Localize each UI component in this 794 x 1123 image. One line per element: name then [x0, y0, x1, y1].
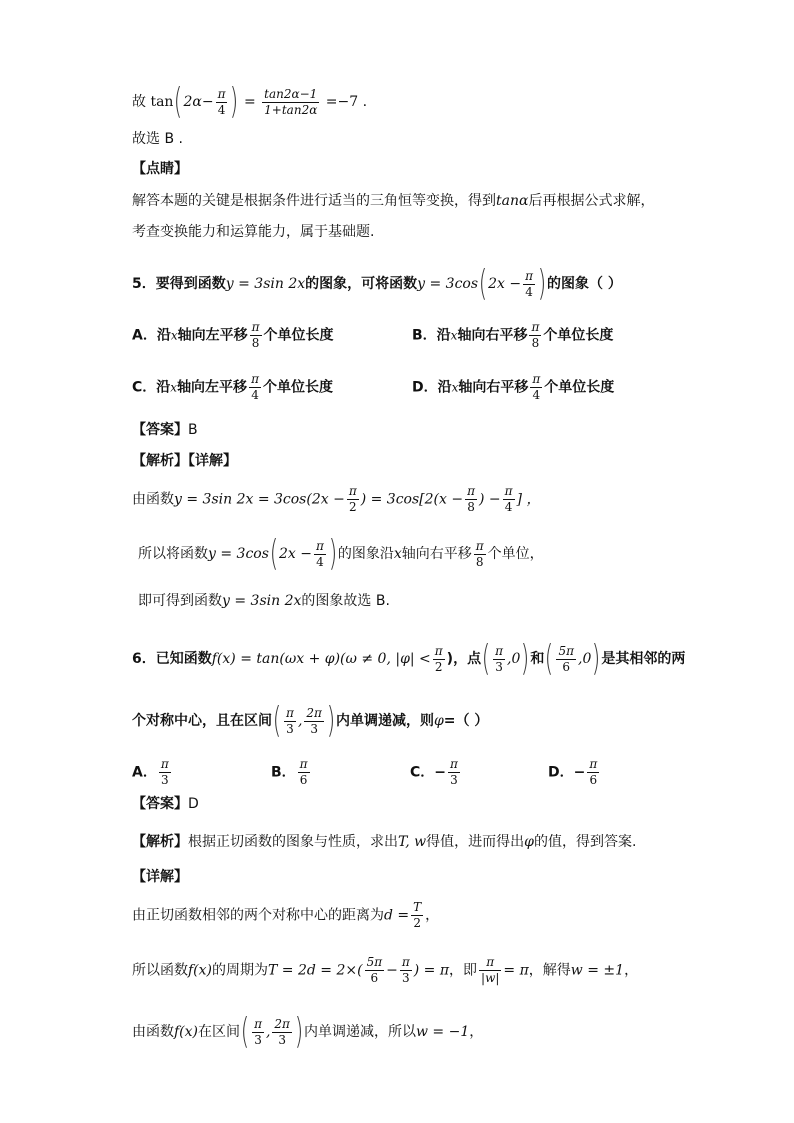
q5-option-c[interactable]: C．沿x轴向左平移 $\frac{\pi}{4}$ 个单位长度 [132, 372, 333, 402]
q5-step-1: 由函数y = 3sin 2x = 3cos(2x − $\frac{\pi}{2}$ ) = 3cos[2(x − $\frac{\pi}{8}$ ) − $\frac{\pi}{4}$ ] ， [132, 484, 541, 514]
q5-step-3: 即可得到函数y = 3sin 2x的图象故选 B. [138, 593, 390, 609]
q5-option-d[interactable]: D．沿x轴向右平移 $\frac{\pi}{4}$ 个单位长度 [412, 372, 615, 402]
q5-option-a[interactable]: A．沿x轴向左平移 $\frac{\pi}{8}$ 个单位长度 [132, 320, 334, 350]
dianjing-tag: 【点睛】 [132, 161, 188, 177]
q6-answer: 【答案】D [132, 796, 199, 812]
q5-step-2: 所以将函数y = 3cos(2x − $\frac{\pi}{4}$ )的图象沿x轴向右平移 $\frac{\pi}{8}$ 个单位， [138, 533, 544, 574]
dianjing-text-1: 解答本题的关键是根据条件进行适当的三角恒等变换，得到tanα后再根据公式求解， [132, 193, 655, 209]
q6-stem-1: 6．已知函数f(x) = tan(ωx + φ)(ω ≠ 0, |φ| < $\frac{\pi}{2}$ )，点( $\frac{\pi}{3}$ ,0)和( $\frac{5\pi}{6}$ ,0)是其相邻的两 [132, 638, 686, 679]
q6-stem-2: 个对称中心，且在区间( $\frac{\pi}{3}$ , $\frac{2\pi}{3}$ )内单调递减，则φ=（ ） [132, 700, 489, 741]
q6-detail-3: 由函数f(x)在区间( $\frac{\pi}{3}$ , $\frac{2\pi}{3}$ )内单调递减，所以w = −1， [132, 1011, 484, 1052]
q6-detail-tag: 【详解】 [132, 869, 188, 885]
q6-option-b[interactable]: B． $\frac{\pi}{6}$ [271, 757, 308, 787]
q6-option-d[interactable]: D．− $\frac{\pi}{6}$ [548, 757, 598, 787]
dianjing-text-2: 考查变换能力和运算能力，属于基础题. [132, 224, 375, 240]
q5-stem: 5．要得到函数y = 3sin 2x的图象，可将函数y = 3cos(2x − $\frac{\pi}{4}$ )的图象（ ） [132, 263, 622, 304]
q6-analysis: 【解析】根据正切函数的图象与性质，求出T, w得值，进而得出φ的值，得到答案. [132, 834, 637, 850]
q5-analysis-tag: 【解析】【详解】 [132, 453, 237, 469]
q5-option-b[interactable]: B．沿x轴向右平移 $\frac{\pi}{8}$ 个单位长度 [412, 320, 614, 350]
q6-detail-2: 所以函数f(x)的周期为T = 2d = 2×( $\frac{5\pi}{6}$ − $\frac{\pi}{3}$ ) = π，即 $\frac{\pi}{|w|}$ = π，解得w = ±1， [132, 955, 639, 985]
q5-answer: 【答案】B [132, 422, 198, 438]
q6-option-c[interactable]: C．− $\frac{\pi}{3}$ [410, 757, 458, 787]
line-tan-result: 故 tan(2α− $\frac{\pi}{4}$ ) = $\frac{\tan 2\alpha-1}{1+\tan 2\alpha}$ =−7 . [132, 81, 368, 122]
q6-detail-1: 由正切函数相邻的两个对称中心的距离为d = $\frac{T}{2}$ ， [132, 900, 440, 930]
line-choose-b: 故选 B . [132, 131, 183, 147]
q6-option-a[interactable]: A． $\frac{\pi}{3}$ [132, 757, 169, 787]
